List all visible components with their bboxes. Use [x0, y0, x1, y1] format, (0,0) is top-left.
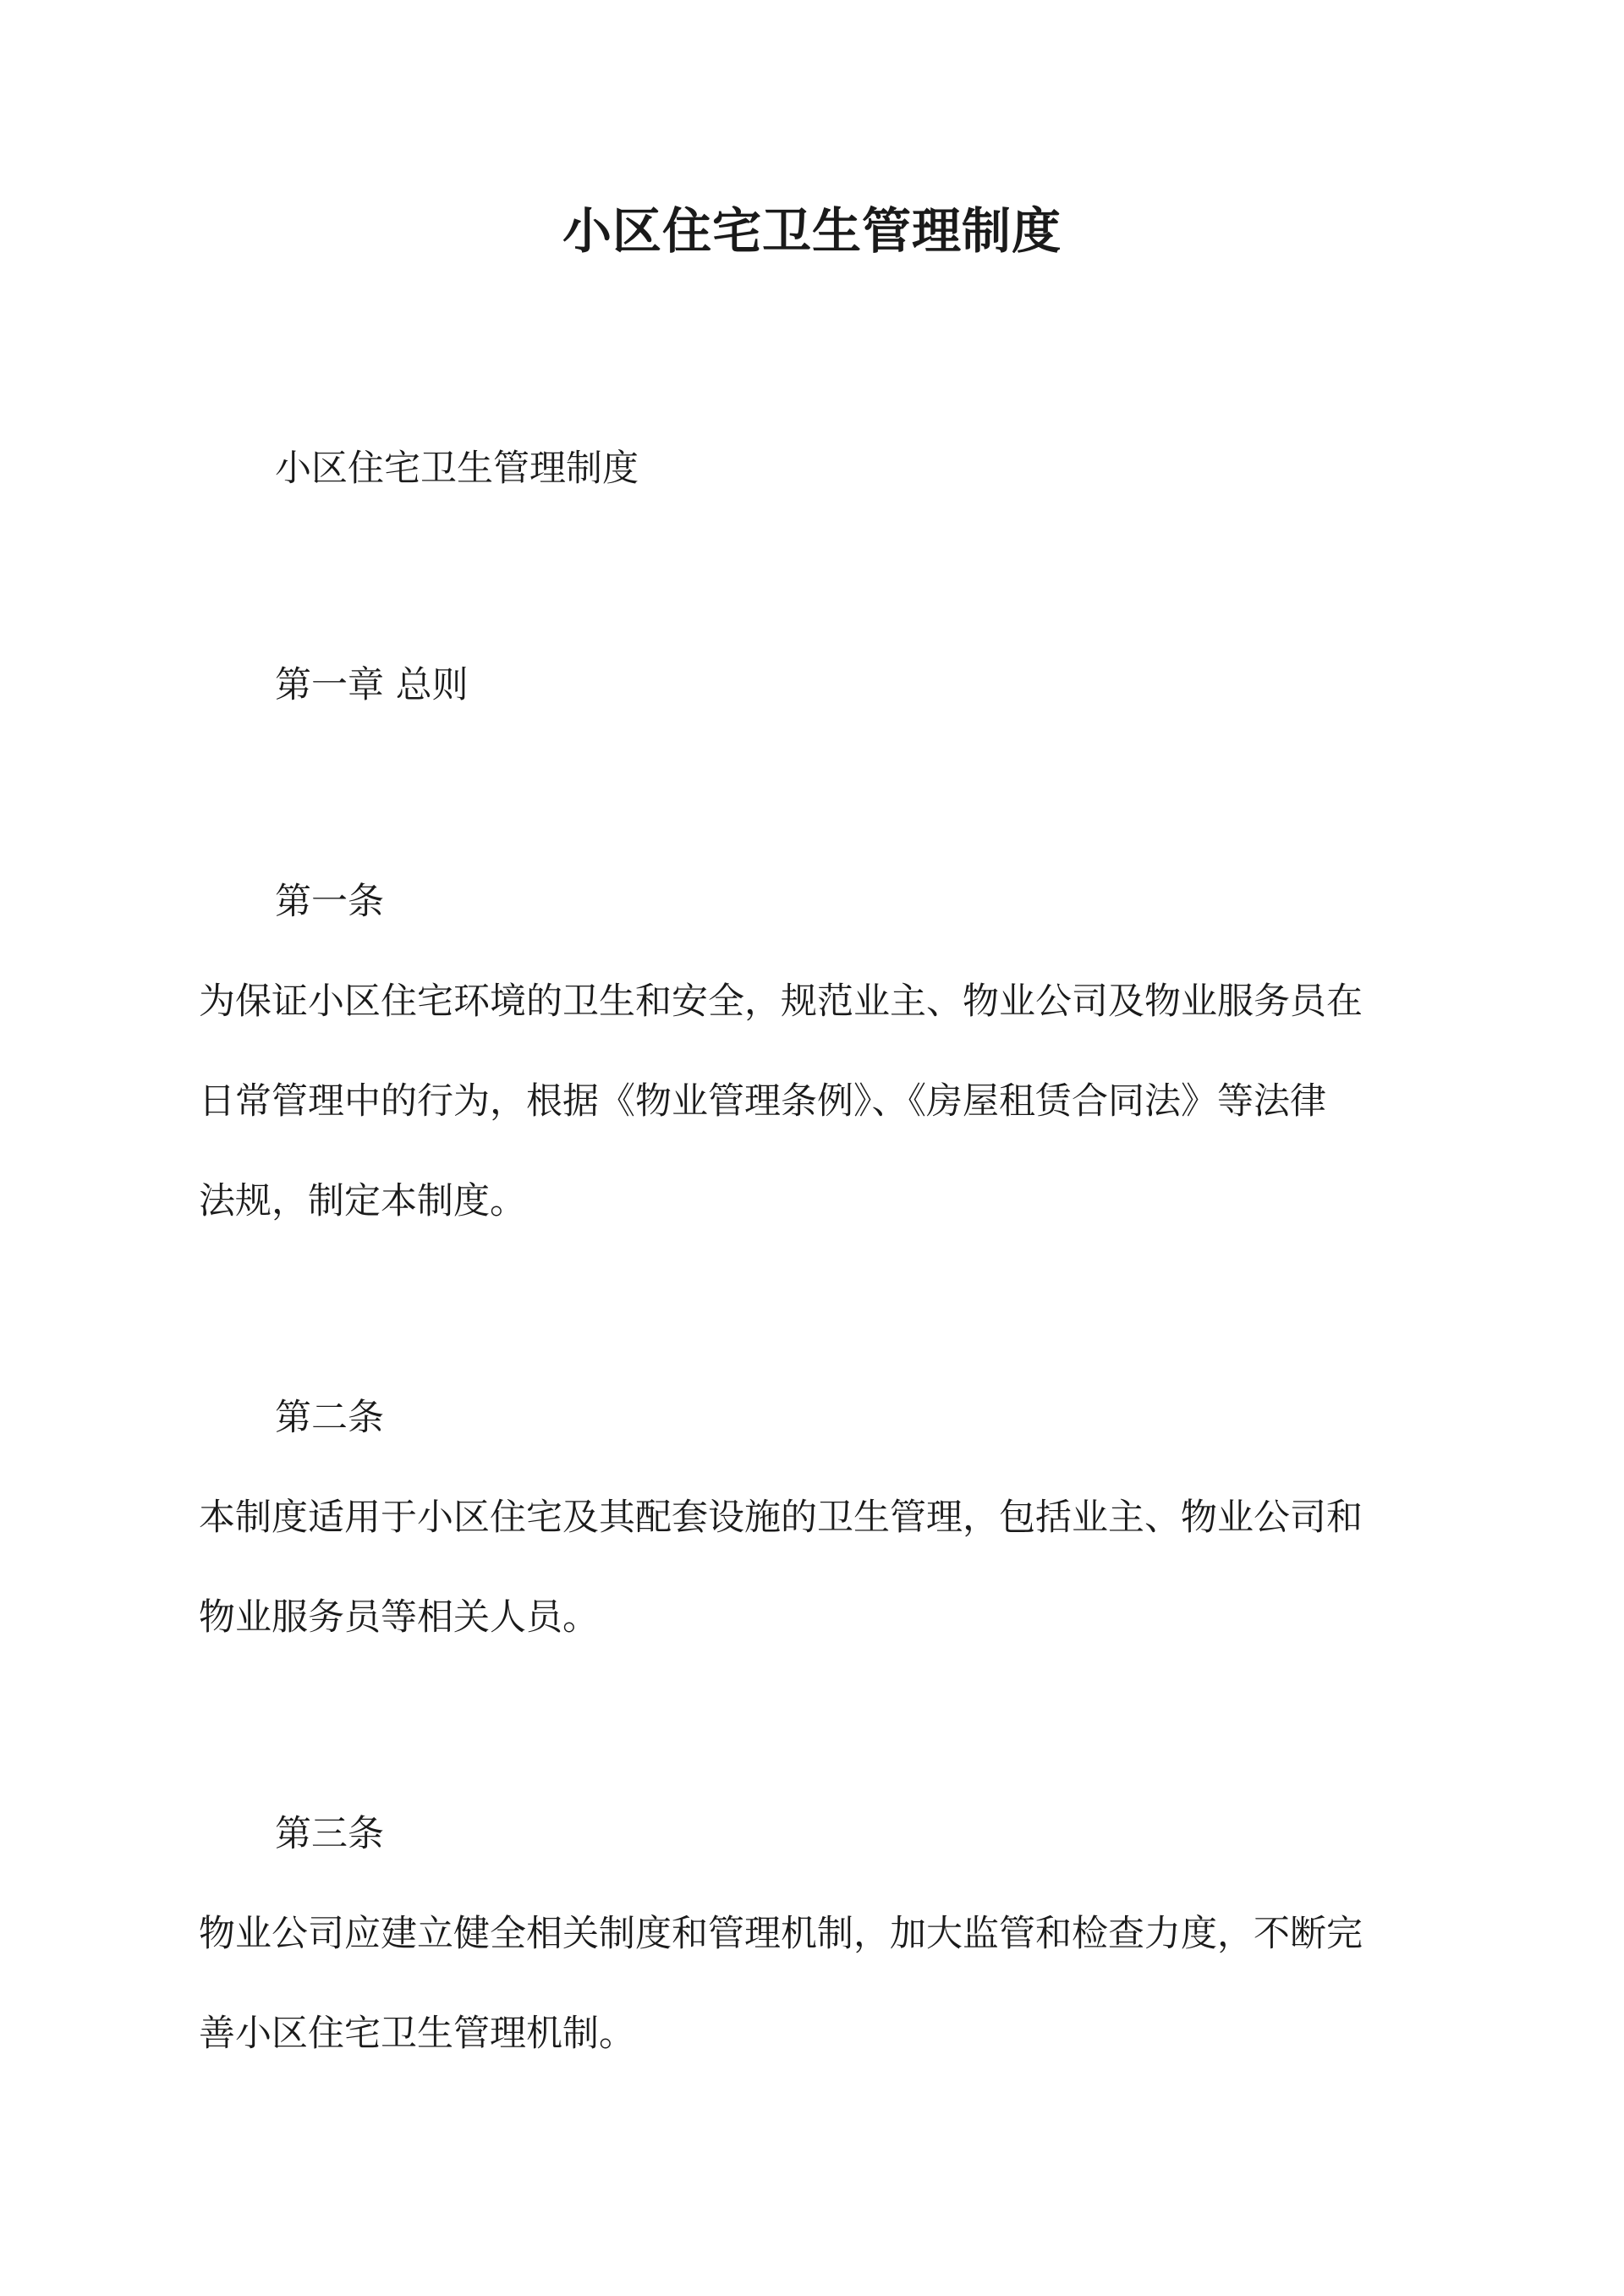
- article-1-line-2: 日常管理中的行为，根据《物业管理条例》、《房屋租赁合同法》等法律: [199, 1080, 1326, 1123]
- article-2-line-2: 物业服务员等相关人员。: [199, 1596, 599, 1639]
- article-3-line-1: 物业公司应建立健全相关制度和管理机制，加大监管和检查力度，不断完: [199, 1913, 1363, 1955]
- article-2-line-1: 本制度适用于小区住宅及其配套设施的卫生管理，包括业主、物业公司和: [199, 1497, 1363, 1539]
- article-3-line-2: 善小区住宅卫生管理机制。: [199, 2013, 635, 2055]
- document-title: 小区住宅卫生管理制度: [562, 202, 1062, 260]
- article-1-line-3: 法规，制定本制度。: [199, 1180, 526, 1222]
- article-1-heading: 第一条: [275, 881, 384, 923]
- article-3-heading: 第三条: [275, 1813, 384, 1855]
- article-1-line-1: 为保证小区住宅环境的卫生和安全，规范业主、物业公司及物业服务员在: [199, 980, 1363, 1023]
- article-2-heading: 第二条: [275, 1397, 384, 1439]
- chapter-heading: 第一章 总则: [275, 664, 469, 706]
- document-subtitle: 小区住宅卫生管理制度: [275, 448, 639, 490]
